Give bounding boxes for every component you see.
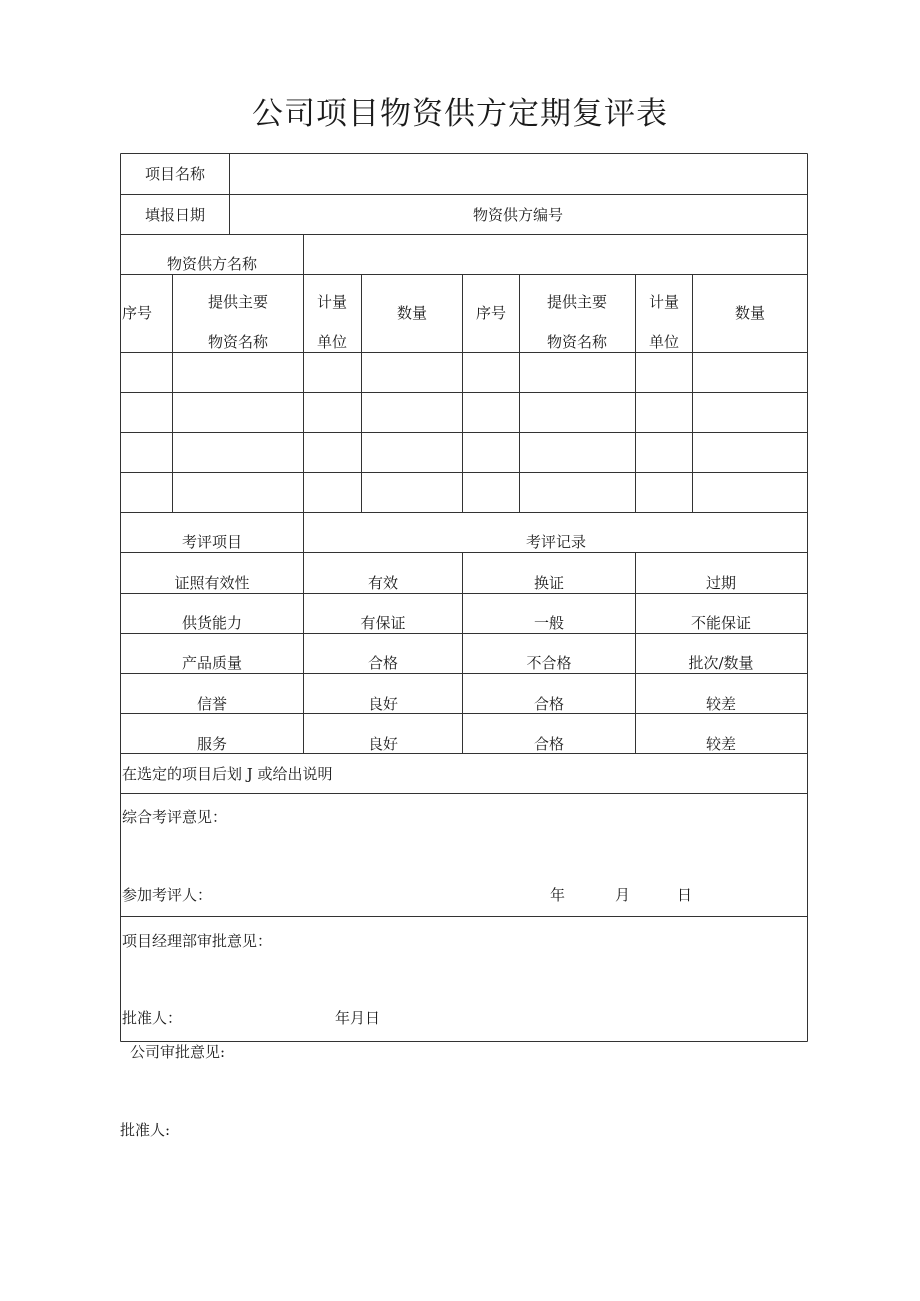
date-day-label: 日 <box>677 886 693 904</box>
eval-option[interactable]: 一般 <box>533 614 565 632</box>
eval-option[interactable]: 较差 <box>705 735 737 753</box>
company-approval-label: 公司审批意见: <box>130 1043 226 1061</box>
eval-option[interactable]: 过期 <box>705 574 737 592</box>
col-header-quantity: 数量 <box>396 304 428 322</box>
eval-option[interactable]: 良好 <box>367 695 399 713</box>
eval-option[interactable]: 有保证 <box>360 614 406 632</box>
date-year-label: 年 <box>550 886 566 904</box>
eval-option[interactable]: 有效 <box>367 574 399 592</box>
eval-option[interactable]: 良好 <box>367 735 399 753</box>
pm-approval-label: 项目经理部审批意见： <box>122 932 273 950</box>
col-header-material-name-2: 提供主要 <box>546 293 608 311</box>
eval-item-supply-capacity: 供货能力 <box>181 614 243 632</box>
eval-note: 在选定的项目后划 J 或给出说明 <box>122 765 333 783</box>
eval-item-product-quality: 产品质量 <box>181 654 243 672</box>
eval-option[interactable]: 批次/数量 <box>688 654 754 672</box>
col-header-seq-2: 序号 <box>475 304 507 322</box>
eval-item-service: 服务 <box>196 735 228 753</box>
col-header-material-name: 提供主要 <box>207 293 269 311</box>
supplier-code-label: 物资供方编号 <box>472 206 564 224</box>
company-approver-label: 批准人: <box>120 1121 171 1139</box>
col-header-unit-2: 计量 <box>648 293 680 311</box>
eval-option[interactable]: 合格 <box>367 654 399 672</box>
pm-approver-label: 批准人： <box>122 1009 183 1027</box>
supplier-name-label: 物资供方名称 <box>166 255 258 273</box>
eval-item-header: 考评项目 <box>181 533 243 551</box>
fill-date-label: 填报日期 <box>144 206 206 224</box>
eval-option[interactable]: 较差 <box>705 695 737 713</box>
col-header-unit-line2: 单位 <box>316 333 348 351</box>
col-header-material-name-2-line2: 物资名称 <box>546 333 608 351</box>
eval-item-reputation: 信誉 <box>196 695 228 713</box>
eval-option[interactable]: 不能保证 <box>690 614 752 632</box>
col-header-material-name-line2: 物资名称 <box>207 333 269 351</box>
page-title: 公司项目物资供方定期复评表 <box>252 96 668 132</box>
col-header-quantity-2: 数量 <box>734 304 766 322</box>
col-header-seq: 序号 <box>121 304 153 322</box>
eval-option[interactable]: 合格 <box>533 735 565 753</box>
pm-approval-date: 年月日 <box>335 1009 381 1027</box>
col-header-unit-2-line2: 单位 <box>648 333 680 351</box>
col-header-unit: 计量 <box>316 293 348 311</box>
overall-opinion-label: 综合考评意见： <box>122 808 228 826</box>
eval-item-license: 证照有效性 <box>174 574 250 592</box>
participants-label: 参加考评人： <box>122 886 213 904</box>
project-name-label: 项目名称 <box>144 165 206 183</box>
eval-option[interactable]: 不合格 <box>526 654 572 672</box>
eval-option[interactable]: 换证 <box>533 574 565 592</box>
eval-record-header: 考评记录 <box>525 533 587 551</box>
eval-option[interactable]: 合格 <box>533 695 565 713</box>
date-month-label: 月 <box>615 886 631 904</box>
